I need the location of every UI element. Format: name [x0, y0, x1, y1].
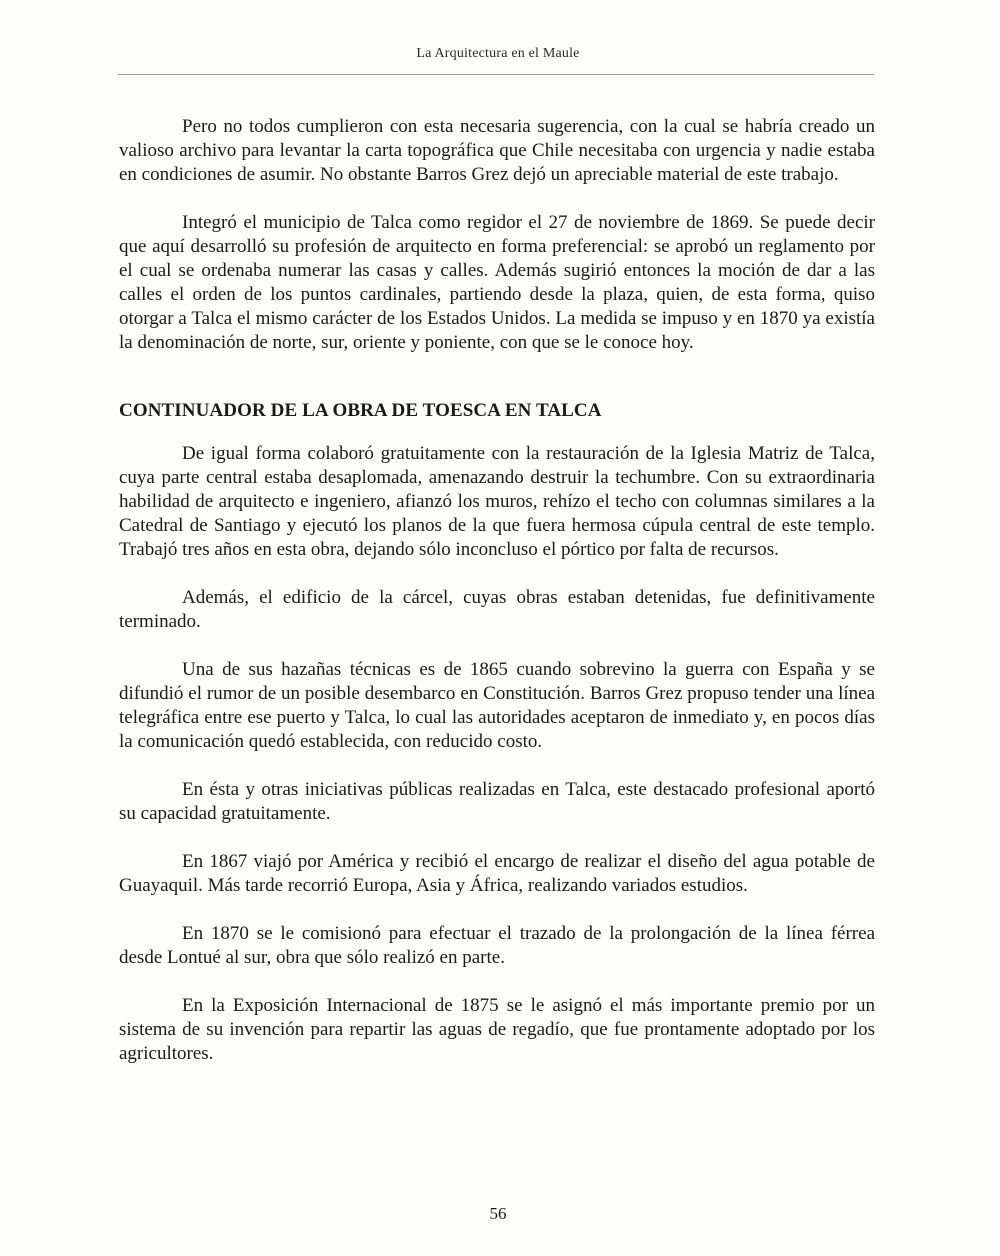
- paragraph-archivo-topografico: Pero no todos cumplieron con esta necesaria sugerencia, con la cual se habría creado un valioso archivo para levantar la carta topográfica que Chile necesitaba con urgencia y nadie estaba en condiciones de asumir. No obstante Barros Grez dejó un apreciable material de este trabajo.: [119, 116, 875, 185]
- paragraph-viaje-america: En 1867 viajó por América y recibió el encargo de realizar el diseño del agua potable de Guayaquil. Más tarde recorrió Europa, Asia y África, realizando variados estudios.: [119, 851, 875, 896]
- header-divider: [118, 74, 874, 75]
- page-number: 56: [489, 1204, 507, 1223]
- paragraph-exposicion-1875: En la Exposición Internacional de 1875 se le asignó el más importante premio por un sistema de su invención para repartir las aguas de regadío, que fue prontamente adoptado por los agricultores.: [119, 995, 875, 1064]
- paragraph-linea-ferrea: En 1870 se le comisionó para efectuar el trazado de la prolongación de la línea férrea desde Lontué al sur, obra que sólo realizó en parte.: [119, 923, 875, 968]
- body-text: [119, 115, 875, 1066]
- paragraph-regidor-talca: Integró el municipio de Talca como regidor el 27 de noviembre de 1869. Se puede decir que aquí desarrolló su profesión de arquitecto en forma preferencial: se aprobó un reglamento por el cual se ordenaba numerar las casas y calles. Además sugirió entonces la moción de dar a las calles el orden de los puntos cardinales, partiendo desde la plaza, quien, de esta forma, quiso otorgar a Talca el mismo carácter de los Estados Unidos. La medida se impuso y en 1870 ya existía la denominación de norte, sur, oriente y poniente, con que se le conoce hoy.: [119, 212, 875, 353]
- section-heading: CONTINUADOR DE LA OBRA DE TOESCA EN TALCA: [119, 400, 602, 421]
- paragraph-iglesia-matriz: De igual forma colaboró gratuitamente con la restauración de la Iglesia Matriz de Talca, cuya parte central estaba desaplomada, amenazando destruir la techumbre. Con su extraordinaria habilidad de arquitecto e ingeniero, afianzó los muros, rehízo el techo con columnas similares a la Catedral de Santiago y ejecutó los planos de la que fuera hermosa cúpula central de este templo. Trabajó tres años en esta obra, dejando sólo inconcluso el pórtico por falta de recursos.: [119, 443, 875, 560]
- running-header-title: La Arquitectura en el Maule: [416, 46, 580, 61]
- paragraph-linea-telegrafica: Una de sus hazañas técnicas es de 1865 cuando sobrevino la guerra con España y se difundió el rumor de un posible desembarco en Constitución. Barros Grez propuso tender una línea telegráfica entre ese puerto y Talca, lo cual las autoridades aceptaron de inmediato y, en pocos días la comunicación quedó establecida, con reducido costo.: [119, 659, 875, 752]
- paragraph-carcel: Además, el edificio de la cárcel, cuyas obras estaban detenidas, fue definitivamente terminado.: [119, 587, 875, 632]
- paragraph-iniciativas-publicas: En ésta y otras iniciativas públicas realizadas en Talca, este destacado profesional aportó su capacidad gratuitamente.: [119, 779, 875, 824]
